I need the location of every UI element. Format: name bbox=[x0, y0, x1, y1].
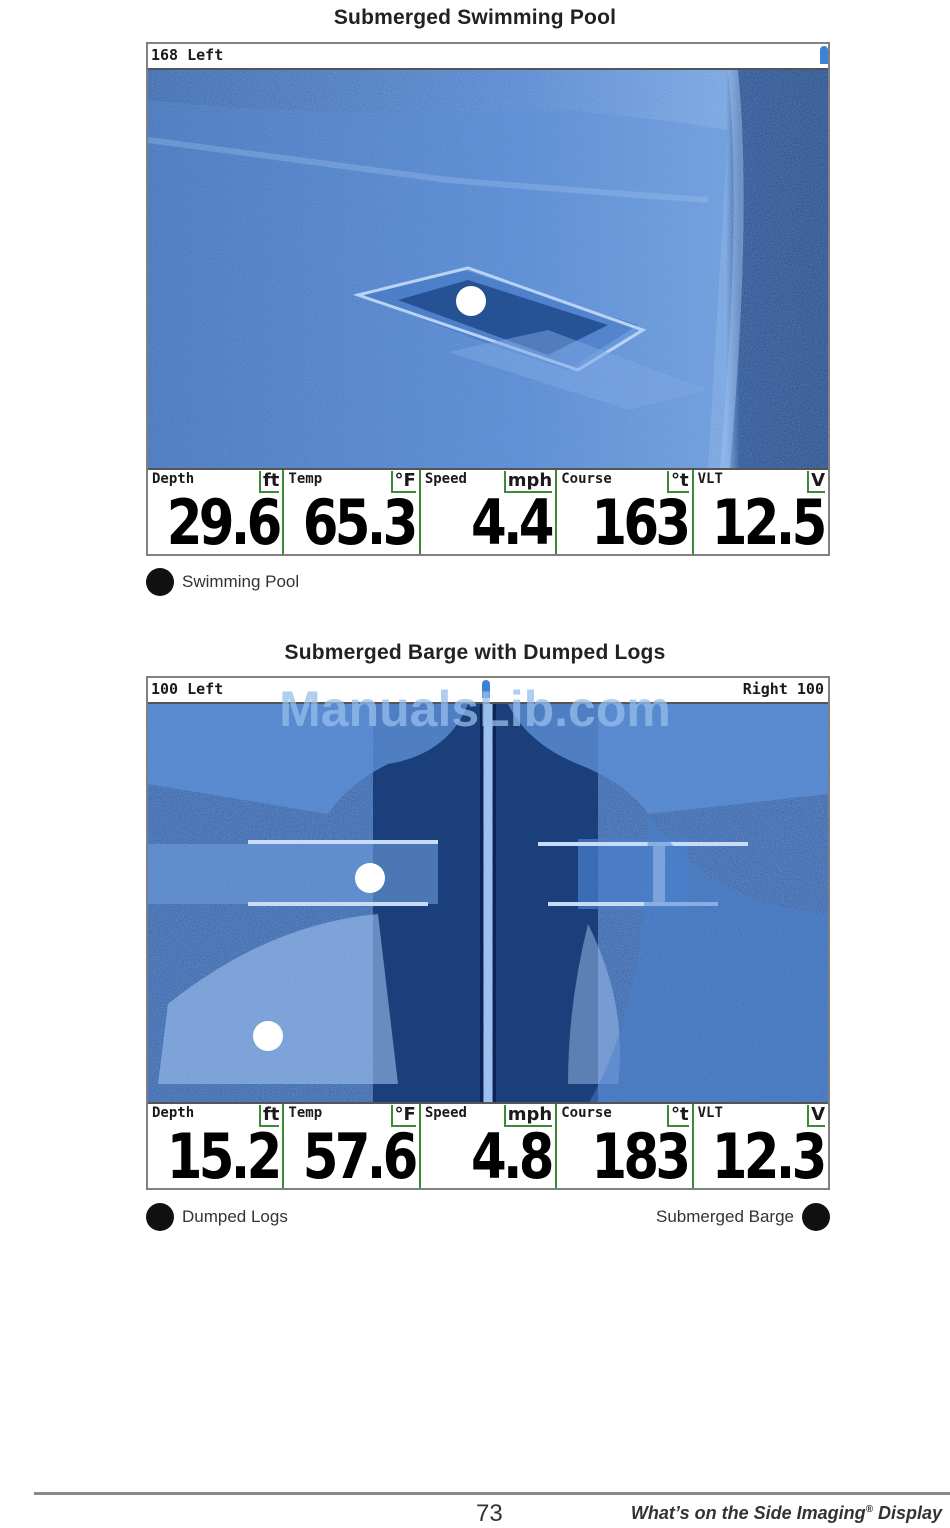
range-right-label: Right 100 bbox=[742, 680, 824, 698]
readout-speed: Speed mph 4.8 bbox=[421, 1104, 557, 1188]
readout-speed: Speed mph 4.4 bbox=[421, 470, 557, 554]
readout-temp: Temp °F 65.3 bbox=[284, 470, 420, 554]
watermark: ManualsLib.com bbox=[279, 681, 671, 737]
readout-depth: Depth ft 15.2 bbox=[148, 1104, 284, 1188]
barge-marker bbox=[355, 863, 385, 893]
data-readouts-1 bbox=[148, 468, 828, 559]
readout-course: Course °t 183 bbox=[557, 1104, 693, 1188]
legend-swimming-pool: Swimming Pool bbox=[146, 568, 299, 596]
legend-submerged-barge: Submerged Barge bbox=[656, 1203, 830, 1231]
readout-voltage: VLT V 12.3 bbox=[697, 1104, 826, 1193]
sonar-image-1 bbox=[148, 70, 828, 470]
boat-position-icon bbox=[820, 46, 828, 64]
dumped-logs-marker bbox=[253, 1021, 283, 1051]
legend-dumped-logs: Dumped Logs bbox=[146, 1203, 288, 1231]
readout-course: Course °t 163 bbox=[557, 470, 693, 554]
page-number: 73 bbox=[476, 1500, 503, 1527]
range-left-label: 100 Left bbox=[151, 680, 224, 698]
sonar-screen-2 bbox=[146, 676, 830, 1193]
range-bar-1 bbox=[148, 44, 828, 70]
footer-rule bbox=[34, 1492, 950, 1495]
readout-temp: Temp °F 57.6 bbox=[284, 1104, 420, 1188]
panel1-title: Submerged Swimming Pool bbox=[333, 6, 617, 29]
range-left-label: 168 Left bbox=[151, 46, 224, 64]
data-readouts-2 bbox=[148, 1102, 828, 1193]
sonar-image-2 bbox=[148, 704, 828, 1104]
readout-depth: Depth ft 29.6 bbox=[148, 470, 284, 554]
legend-dot-icon bbox=[802, 1203, 830, 1231]
legend-dot-icon bbox=[146, 568, 174, 596]
panel2-title: Submerged Barge with Dumped Logs bbox=[284, 641, 666, 664]
sonar-screen-1 bbox=[146, 42, 830, 559]
swimming-pool-marker bbox=[456, 286, 486, 316]
readout-voltage: VLT V 12.5 bbox=[697, 470, 826, 559]
legend-dot-icon bbox=[146, 1203, 174, 1231]
footer-section-title: What’s on the Side Imaging® Display bbox=[630, 1503, 942, 1523]
